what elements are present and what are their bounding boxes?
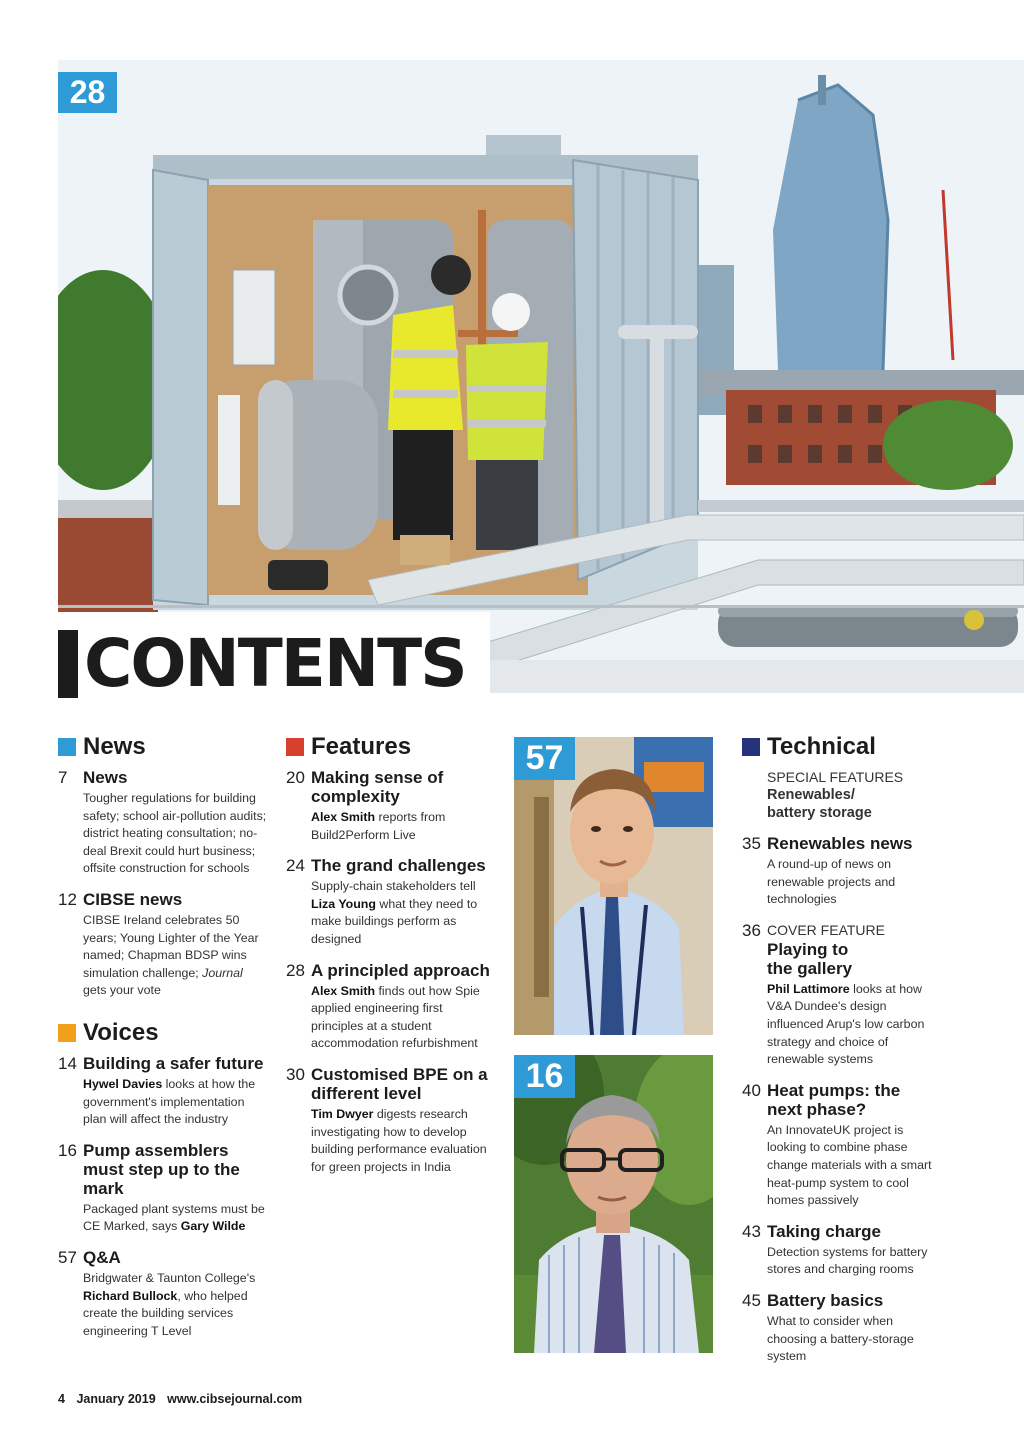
page-footer xyxy=(58,1392,310,1406)
news-color-square xyxy=(58,738,76,756)
issue-date: January 2019 xyxy=(76,1392,156,1406)
toc-entry-description: A round-up of news on renewable projects and technologies xyxy=(767,857,896,907)
technical-section-title: Technical xyxy=(767,733,876,760)
toc-page-number: 14 xyxy=(58,1053,77,1073)
plant-room-illustration xyxy=(58,60,1024,693)
toc-entry-title: Making sense of complexity xyxy=(311,768,444,806)
toc-entry-heat-pumps[interactable] xyxy=(742,1081,982,1210)
toc-entry-grand-challenges[interactable] xyxy=(286,856,498,948)
toc-entry-title: Playing to the gallery xyxy=(767,939,853,978)
voices-color-square xyxy=(58,1024,76,1042)
special-features-topic: Renewables/ battery storage xyxy=(767,787,872,821)
special-features-label: SPECIAL FEATURES xyxy=(767,769,904,785)
toc-entry-renewables-news[interactable] xyxy=(742,834,982,909)
toc-entry-taking-charge[interactable] xyxy=(742,1222,982,1279)
technical-section-header xyxy=(742,732,982,762)
toc-entry-description: Packaged plant systems must be CE Marked, says Gary Wilde xyxy=(83,1201,265,1234)
toc-page-number: 24 xyxy=(286,856,305,876)
toc-entry-principled-approach[interactable] xyxy=(286,961,498,1053)
news-section-title: News xyxy=(83,733,146,760)
toc-page-number: 43 xyxy=(742,1221,761,1241)
voices-section-header xyxy=(58,1018,268,1048)
portrait-q-and-a[interactable] xyxy=(514,737,713,1035)
toc-page-number: 28 xyxy=(286,960,305,980)
toc-entry-title: CIBSE news xyxy=(83,889,183,909)
toc-entry-title: Building a safer future xyxy=(83,1053,264,1073)
toc-entry-title: Pump assemblers must step up to the mark xyxy=(83,1140,240,1198)
toc-entry-title: Battery basics xyxy=(767,1290,884,1310)
cover-feature-label: COVER FEATURE xyxy=(767,921,885,938)
toc-entry-description: Tim Dwyer digests research investigating how to develop building performance evaluation for green projects in India xyxy=(311,1106,487,1174)
page-title: CONTENTS xyxy=(84,625,466,702)
gary-wilde-portrait-image xyxy=(514,1055,713,1353)
toc-page-number: 45 xyxy=(742,1290,761,1310)
features-column xyxy=(286,732,498,1188)
toc-entry-description: What to consider when choosing a battery-storage system xyxy=(767,1313,914,1364)
toc-page-number: 12 xyxy=(58,889,77,909)
news-voices-column xyxy=(58,732,268,1352)
toc-entry-cibse-news[interactable] xyxy=(58,890,268,1000)
title-bar-accent xyxy=(58,630,78,698)
voices-section-title: Voices xyxy=(83,1018,159,1046)
toc-entry-title: Q&A xyxy=(83,1247,121,1267)
toc-entry-title: Customised BPE on a different level xyxy=(311,1064,488,1103)
portrait-page-badge: 16 xyxy=(514,1055,575,1098)
toc-entry-qa[interactable] xyxy=(58,1248,268,1340)
toc-special-features xyxy=(742,768,982,822)
toc-entry-title: Taking charge xyxy=(767,1221,881,1241)
toc-entry-description: Alex Smith finds out how Spie applied engineering first principles at a student accommodation refurbishment xyxy=(311,983,480,1051)
toc-page-number: 16 xyxy=(58,1140,77,1160)
toc-entry-title: Renewables news xyxy=(767,834,913,853)
folio-page-number: 4 xyxy=(58,1392,65,1406)
technical-column xyxy=(742,732,982,1378)
toc-page-number: 7 xyxy=(58,768,68,787)
features-section-header xyxy=(286,732,498,762)
toc-entry-building-safer-future[interactable] xyxy=(58,1054,268,1129)
toc-page-number: 30 xyxy=(286,1064,305,1084)
toc-entry-description: Tougher regulations for building safety; school air-pollution audits; district heating consultation; no-deal Brexit could hurt business; offsite construction for schools xyxy=(83,791,267,876)
toc-page-number: 36 xyxy=(742,920,761,940)
toc-entry-description: An InnovateUK project is looking to combine phase change materials with a smart heat-pump system to cool homes passively xyxy=(767,1122,932,1208)
toc-entry-description: Bridgwater & Taunton College's Richard Bullock, who helped create the building services engineering T Level xyxy=(83,1270,256,1338)
portrait-page-badge: 57 xyxy=(514,737,575,780)
toc-entry-title: Heat pumps: the next phase? xyxy=(767,1080,901,1119)
richard-bullock-portrait-image xyxy=(514,737,713,1035)
toc-entry-description: Hywel Davies looks at how the government's implementation plan will affect the industry xyxy=(83,1076,256,1127)
toc-entry-battery-basics[interactable] xyxy=(742,1291,982,1366)
toc-page-number: 57 xyxy=(58,1247,77,1267)
news-section-header xyxy=(58,732,268,762)
toc-entry-making-sense[interactable] xyxy=(286,768,498,844)
toc-page-number: 40 xyxy=(742,1080,761,1100)
toc-page-number: 20 xyxy=(286,768,305,787)
toc-entry-description: Phil Lattimore looks at how V&A Dundee's design influenced Arup's low carbon strategy and choice of renewable systems xyxy=(767,981,925,1067)
toc-entry-description: Alex Smith reports from Build2Perform Live xyxy=(311,810,446,842)
toc-entry-title: News xyxy=(83,768,128,787)
toc-page-number: 35 xyxy=(742,834,761,853)
toc-entry-playing-to-gallery[interactable] xyxy=(742,921,982,1069)
toc-entry-description: Detection systems for battery stores and charging rooms xyxy=(767,1244,928,1277)
toc-entry-customised-bpe[interactable] xyxy=(286,1065,498,1176)
toc-entry-pump-assemblers[interactable] xyxy=(58,1141,268,1236)
website-link[interactable]: www.cibsejournal.com xyxy=(167,1392,303,1406)
toc-entry-description: Supply-chain stakeholders tell Liza Young what they need to make buildings perform as designed xyxy=(311,879,478,946)
portrait-voices[interactable] xyxy=(514,1055,713,1353)
toc-entry-title: A principled approach xyxy=(311,960,490,980)
toc-entry-news[interactable] xyxy=(58,768,268,878)
features-section-title: Features xyxy=(311,733,412,760)
cover-story-page-badge[interactable]: 28 xyxy=(58,72,117,113)
toc-entry-description: CIBSE Ireland celebrates 50 years; Young Lighter of the Year named; Chapman BDSP wins simulation challenge; Journal gets your vote xyxy=(83,912,259,998)
toc-entry-title: The grand challenges xyxy=(311,856,486,876)
hero-photo xyxy=(58,60,1024,693)
features-color-square xyxy=(286,738,304,756)
technical-color-square xyxy=(742,738,760,756)
